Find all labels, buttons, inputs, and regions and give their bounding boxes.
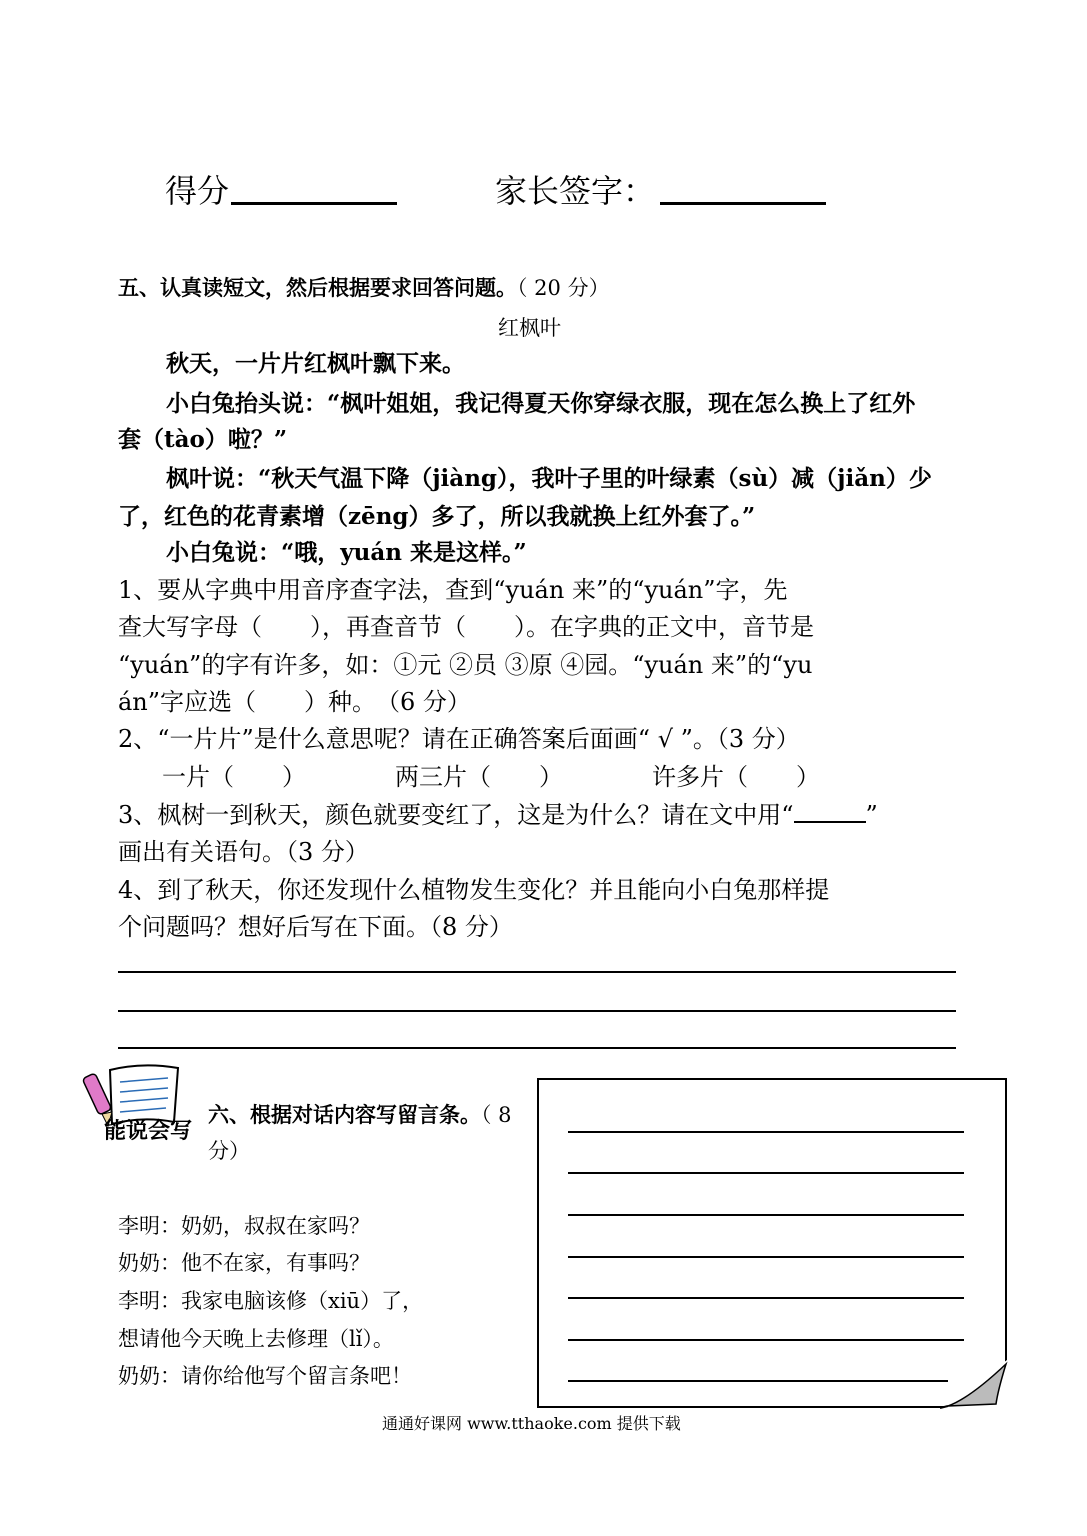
- note-line-5[interactable]: [568, 1297, 964, 1299]
- section6-heading-line2: 分）: [208, 1139, 250, 1163]
- signature-blank[interactable]: [660, 202, 826, 205]
- score-label: 得分: [165, 172, 230, 210]
- speak-write-logo-icon: [82, 1060, 194, 1146]
- question-4-line1: 4、到了秋天，你还发现什么植物发生变化？并且能向小白兔那样提: [118, 876, 830, 904]
- section5-heading-text: 五、认真读短文，然后根据要求回答问题。: [118, 275, 517, 300]
- question-1-line4: án”字应选（ ）种。 （6 分）: [118, 688, 471, 716]
- section6-heading-text: 六、根据对话内容写留言条。: [208, 1102, 481, 1127]
- answer-line-1[interactable]: [118, 971, 956, 973]
- section5-heading: [118, 272, 610, 302]
- dialog-line-1: 李明：奶奶，叔叔在家吗？: [118, 1214, 370, 1238]
- note-line-4[interactable]: [568, 1256, 964, 1258]
- answer-line-2[interactable]: [118, 1010, 956, 1012]
- story-para-3-line1: 枫叶说：“秋天气温下降（jiàng），我叶子里的叶绿素（sù）减（jiǎn）少: [166, 465, 932, 492]
- dialog-line-4: 想请他今天晚上去修理（lǐ）。: [118, 1327, 394, 1351]
- footer-credit: 通通好课网 www.tthaoke.com 提供下载: [382, 1414, 681, 1433]
- section6-points: （ 8: [481, 1103, 512, 1127]
- question-3-line1: [118, 795, 878, 830]
- story-para-3-line2: 了，红色的花青素增（zēng）多了，所以我就换上红外套了。”: [118, 503, 756, 530]
- question-3-underline-sample: [794, 803, 866, 823]
- parent-signature-label: 家长签字：: [495, 172, 656, 210]
- note-line-3[interactable]: [568, 1214, 964, 1216]
- message-note-box[interactable]: [537, 1078, 1007, 1408]
- question-2-option-3[interactable]: 许多片（ ）: [652, 763, 820, 791]
- question-2-option-2[interactable]: 两三片（ ）: [395, 763, 563, 791]
- note-line-2[interactable]: [568, 1172, 964, 1174]
- section6-heading-line1: [208, 1099, 512, 1129]
- answer-line-3[interactable]: [118, 1047, 956, 1049]
- question-1-line2: 查大写字母（ ），再查音节（ ）。在字典的正文中，音节是: [118, 613, 814, 641]
- story-para-2-line2: 套（tào）啦？”: [118, 426, 288, 453]
- note-line-1[interactable]: [568, 1131, 964, 1133]
- question-2-line1: 2、“一片片”是什么意思呢？请在正确答案后面画“ √ ”。（3 分）: [118, 725, 800, 753]
- story-para-2-line1: 小白兔抬头说：“枫叶姐姐，我记得夏天你穿绿衣服，现在怎么换上了红外: [166, 390, 916, 417]
- note-line-6[interactable]: [568, 1339, 964, 1341]
- question-3-line2: 画出有关语句。（3 分）: [118, 838, 369, 866]
- note-line-7[interactable]: [568, 1380, 948, 1382]
- question-1-line3: “yuán”的字有许多，如：①元 ②员 ③原 ④园。“yuán 来”的“yu: [118, 651, 813, 679]
- question-2-option-1[interactable]: 一片（ ）: [162, 763, 306, 791]
- story-title: 红枫叶: [498, 316, 561, 340]
- question-4-line2: 个问题吗？想好后写在下面。（8 分）: [118, 913, 513, 941]
- page-curl-icon: [940, 1360, 1010, 1410]
- question-3-text-a: 3、枫树一到秋天，颜色就要变红了，这是为什么？请在文中用“: [118, 801, 794, 829]
- question-3-text-b: ”: [865, 801, 878, 829]
- dialog-line-3: 李明：我家电脑该修（xiū）了，: [118, 1289, 424, 1313]
- score-blank[interactable]: [231, 202, 397, 205]
- dialog-line-2: 奶奶：他不在家，有事吗？: [118, 1251, 370, 1275]
- story-para-4: 小白兔说：“哦，yuán 来是这样。”: [166, 539, 527, 566]
- section5-points: （ 20 分）: [517, 276, 610, 300]
- logo-text: 能说会写: [104, 1119, 193, 1144]
- story-para-1: 秋天，一片片红枫叶飘下来。: [166, 350, 465, 377]
- question-1-line1: 1、要从字典中用音序查字法，查到“yuán 来”的“yuán”字，先: [118, 576, 788, 604]
- dialog-line-5: 奶奶：请你给他写个留言条吧！: [118, 1364, 412, 1388]
